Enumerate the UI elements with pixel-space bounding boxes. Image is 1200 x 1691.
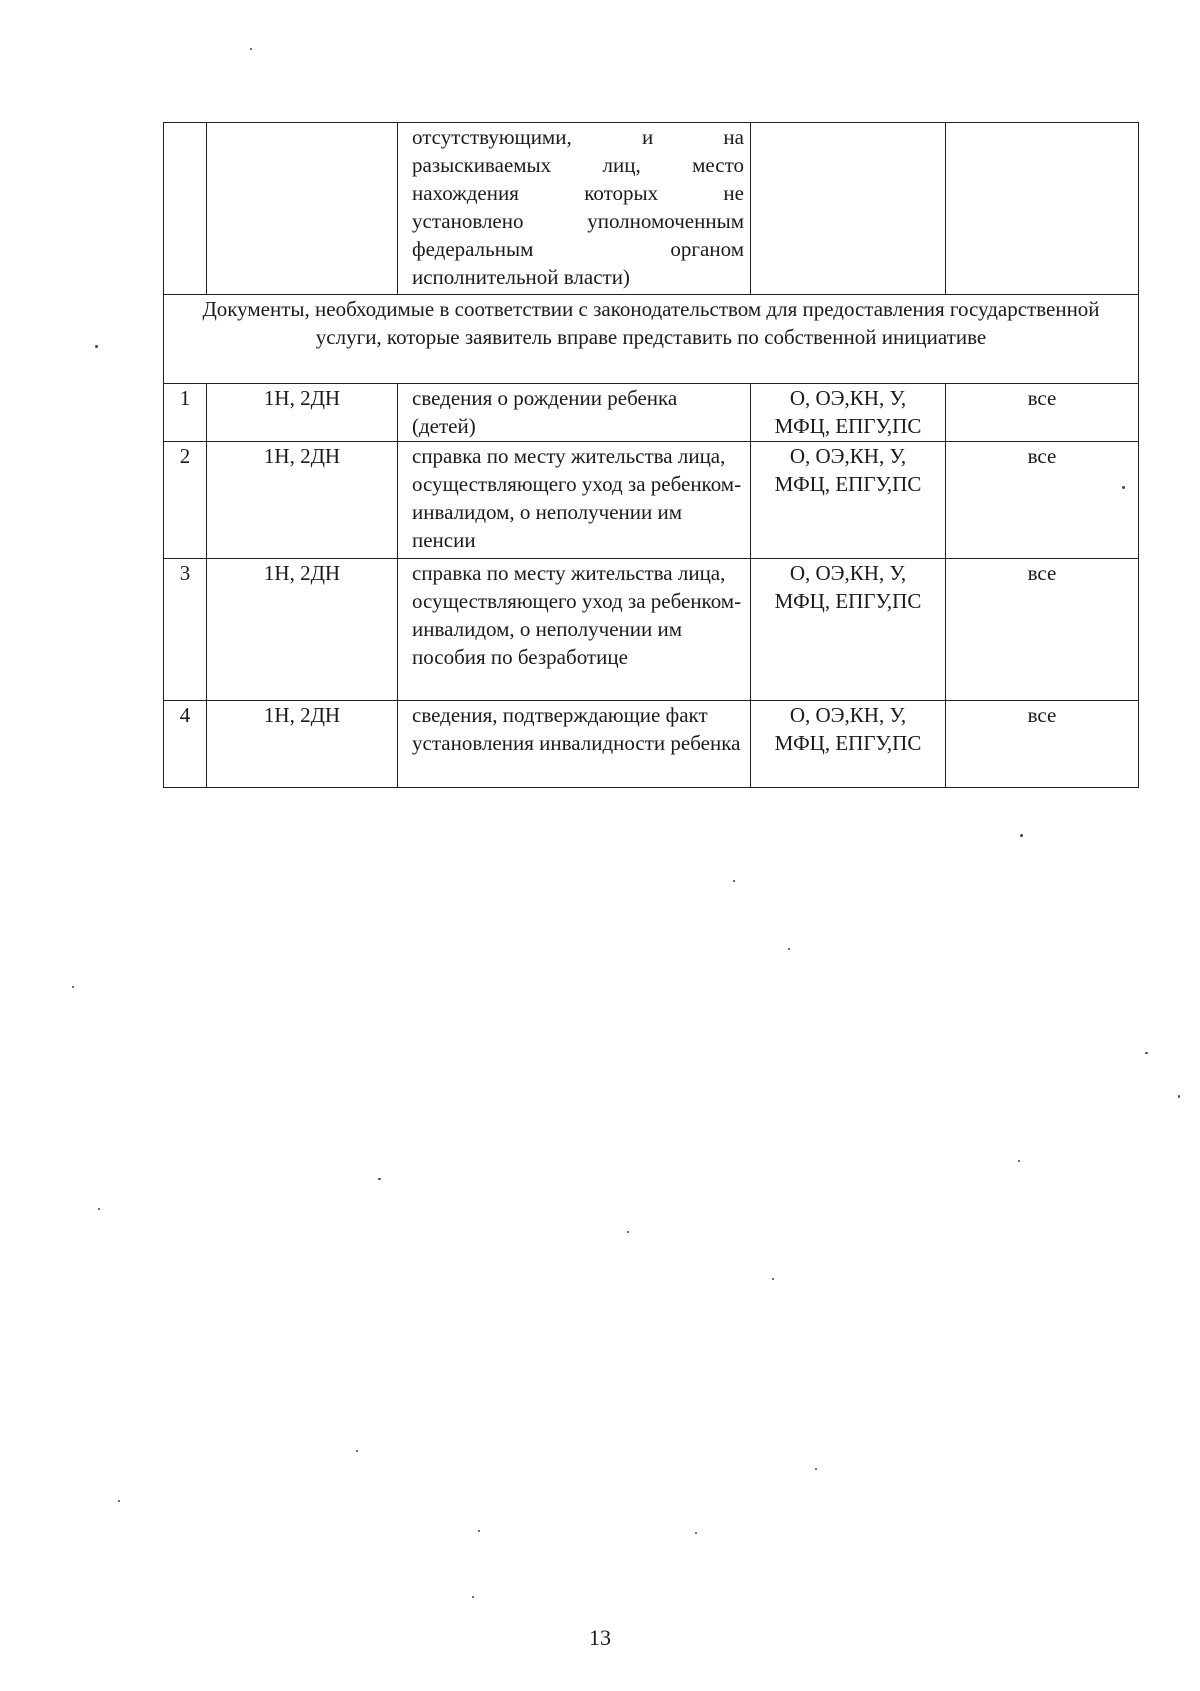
page-number: 13 xyxy=(589,1625,611,1650)
description-line: разыскиваемых лиц, место xyxy=(412,153,744,177)
description-text: сведения, подтверждающие факт установления инвалидности ребенка xyxy=(412,703,741,755)
scan-speck xyxy=(478,1530,480,1532)
cell-description xyxy=(398,123,751,295)
cell-number: 2 xyxy=(164,442,207,559)
services-documents-table xyxy=(163,122,1139,788)
scan-speck xyxy=(1018,1160,1020,1162)
where-line: МФЦ, ЕПГУ,ПС xyxy=(774,589,922,613)
where-line: МФЦ, ЕПГУ,ПС xyxy=(774,414,922,438)
table-row xyxy=(164,442,1139,559)
cell-who: все xyxy=(946,384,1139,442)
cell-number xyxy=(164,123,207,295)
table-row xyxy=(164,701,1139,788)
cell-where xyxy=(751,559,946,701)
table-row-continued xyxy=(164,123,1139,295)
cell-description xyxy=(398,701,751,788)
description-line: федеральным органом xyxy=(412,237,744,261)
scan-speck xyxy=(627,1231,629,1233)
scan-speck xyxy=(118,1500,120,1502)
cell-code: 1Н, 2ДН xyxy=(207,442,398,559)
where-line: О, ОЭ,КН, У, xyxy=(789,561,907,585)
cell-number: 1 xyxy=(164,384,207,442)
scan-speck xyxy=(1178,1095,1180,1098)
scan-speck xyxy=(378,1178,381,1180)
description-text: сведения о рождении ребенка (детей) xyxy=(412,386,678,438)
cell-who: все xyxy=(946,701,1139,788)
scan-speck xyxy=(356,1450,358,1452)
cell-where xyxy=(751,442,946,559)
scan-speck xyxy=(1122,486,1125,489)
where-line: О, ОЭ,КН, У, xyxy=(789,444,907,468)
scan-speck xyxy=(733,880,735,882)
section-header-row xyxy=(164,295,1139,384)
description-line: исполнительной власти) xyxy=(412,265,630,289)
scan-speck xyxy=(788,948,790,950)
cell-description xyxy=(398,384,751,442)
description-line: установлено уполномоченным xyxy=(412,209,744,233)
where-line: МФЦ, ЕПГУ,ПС xyxy=(774,731,922,755)
scan-speck xyxy=(1020,834,1023,837)
where-line: МФЦ, ЕПГУ,ПС xyxy=(774,472,922,496)
description-text: справка по месту жительства лица, осуществляющего уход за ребенком-инвалидом, о неполучении им пособия по безработице xyxy=(412,561,742,669)
cell-code: 1Н, 2ДН xyxy=(207,701,398,788)
cell-description xyxy=(398,559,751,701)
cell-who: все xyxy=(946,442,1139,559)
cell-number: 3 xyxy=(164,559,207,701)
description-text: справка по месту жительства лица, осуществляющего уход за ребенком-инвалидом, о неполучении им пенсии xyxy=(412,444,742,552)
scan-speck xyxy=(72,986,74,988)
scan-speck xyxy=(472,1596,474,1598)
where-line: О, ОЭ,КН, У, xyxy=(789,703,907,727)
scan-speck xyxy=(1145,1052,1148,1054)
scan-speck xyxy=(815,1468,817,1470)
cell-number: 4 xyxy=(164,701,207,788)
cell-code: 1Н, 2ДН xyxy=(207,384,398,442)
scan-speck xyxy=(95,345,98,348)
table-row xyxy=(164,384,1139,442)
where-line: О, ОЭ,КН, У, xyxy=(789,386,907,410)
cell-code xyxy=(207,123,398,295)
scan-speck xyxy=(98,1208,100,1210)
description-line: отсутствующими, и на xyxy=(412,125,744,149)
cell-where xyxy=(751,384,946,442)
cell-description xyxy=(398,442,751,559)
section-header: Документы, необходимые в соответствии с законодательством для предоставления государственной услуги, которые заявитель вправе представить по собственной инициативе xyxy=(164,295,1139,384)
table-row xyxy=(164,559,1139,701)
description-line: нахождения которых не xyxy=(412,181,744,205)
cell-where xyxy=(751,123,946,295)
scan-speck xyxy=(250,48,252,50)
scan-speck xyxy=(772,1278,774,1280)
cell-who: все xyxy=(946,559,1139,701)
cell-code: 1Н, 2ДН xyxy=(207,559,398,701)
scan-speck xyxy=(695,1532,697,1534)
cell-who xyxy=(946,123,1139,295)
cell-where xyxy=(751,701,946,788)
